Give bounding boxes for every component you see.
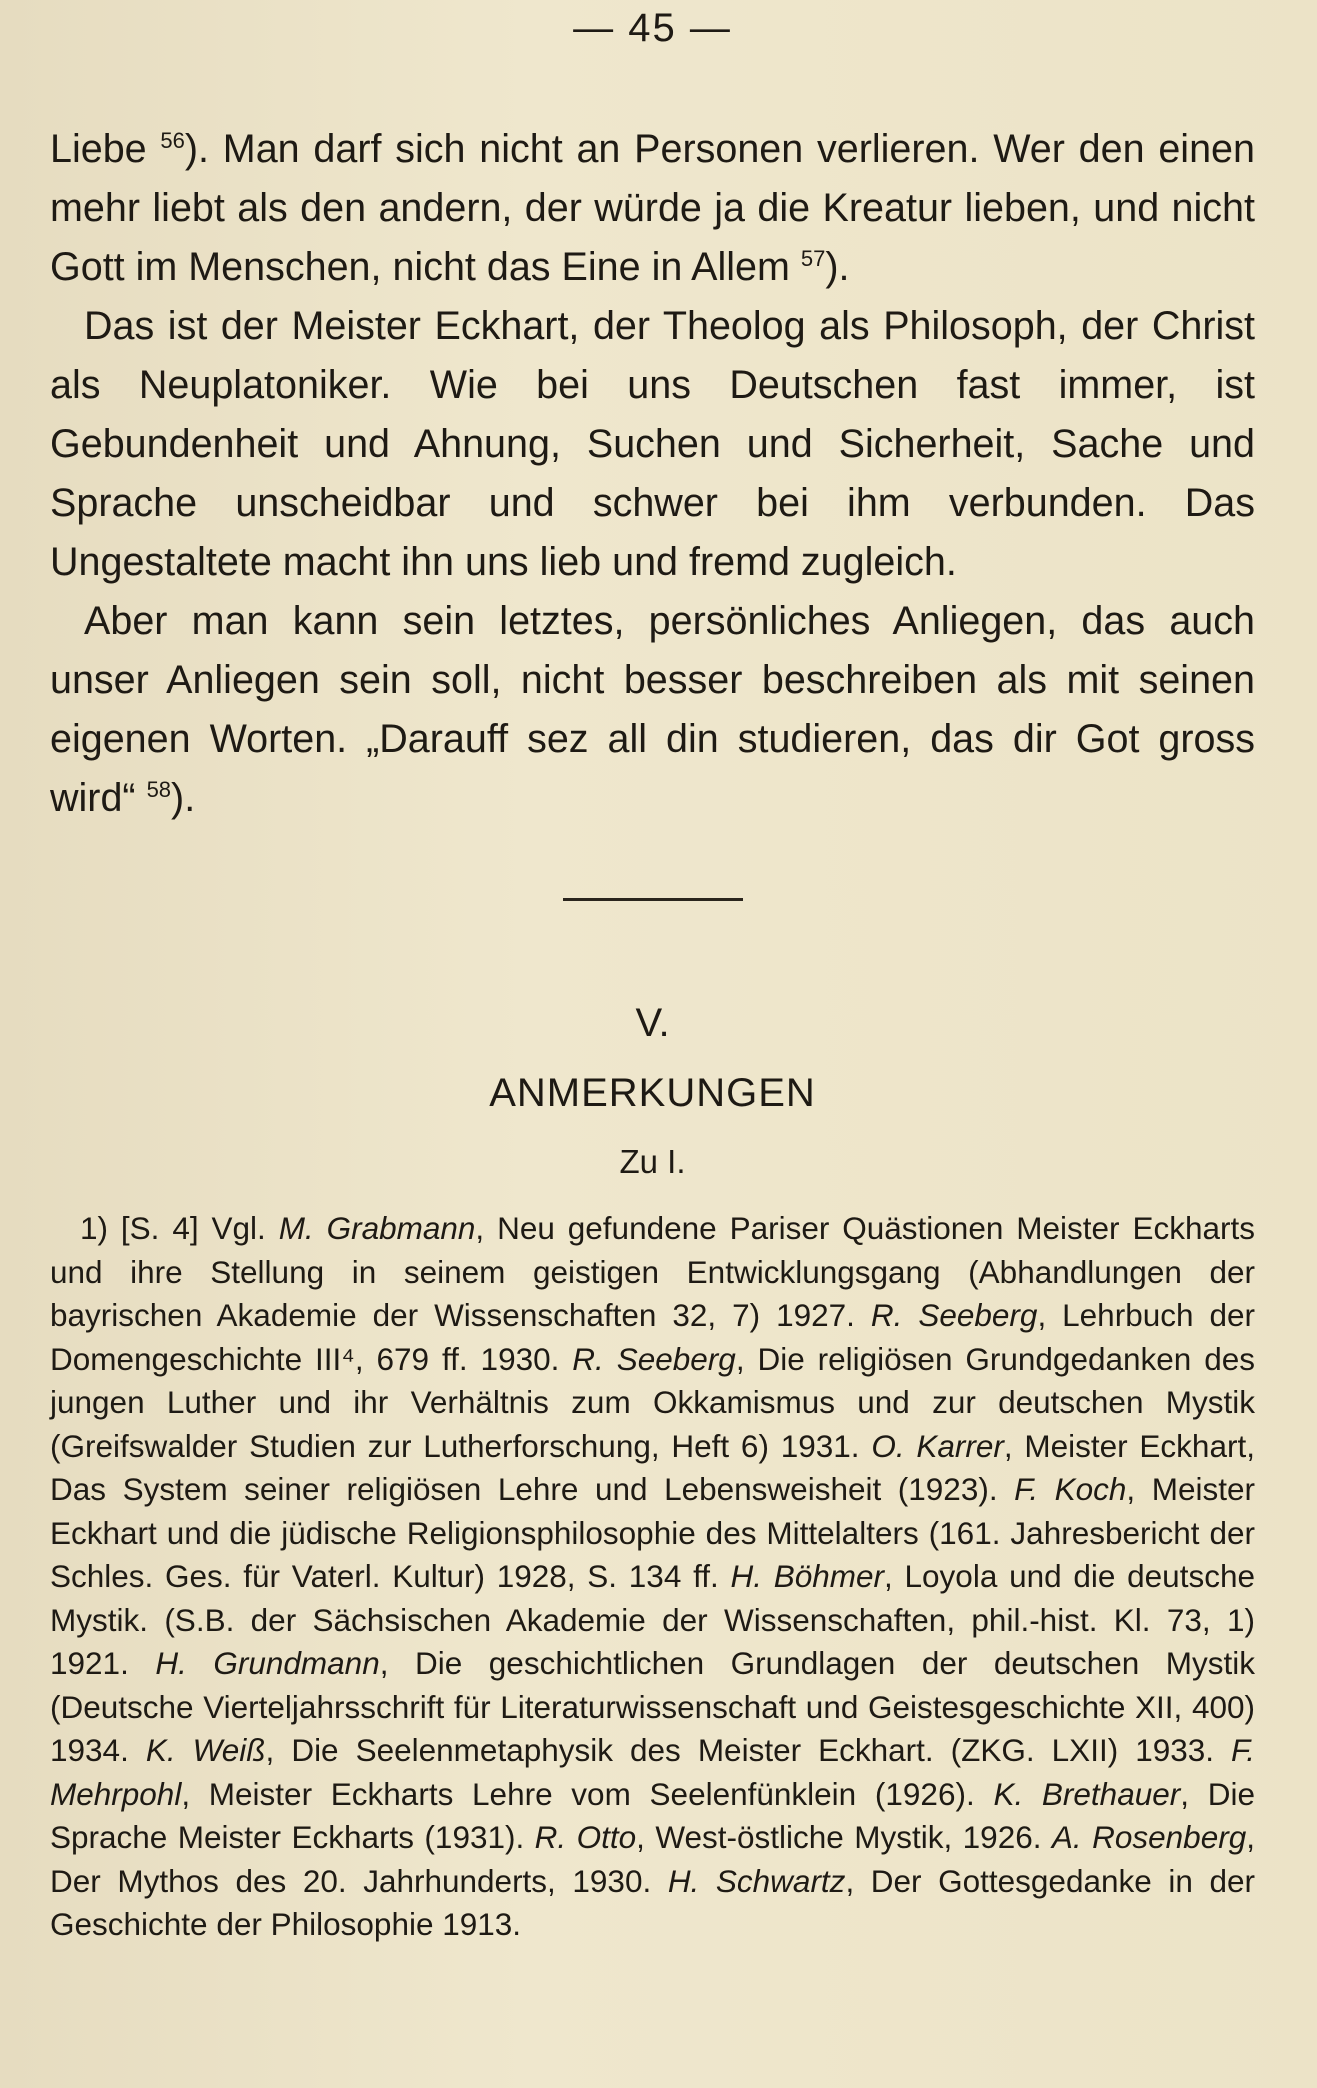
paragraph-1 bbox=[50, 120, 1255, 297]
section-divider bbox=[563, 898, 743, 901]
note-author-name: F. Koch bbox=[1014, 1471, 1127, 1507]
notes-section bbox=[50, 1207, 1255, 1947]
note-text-run: 1) [S. 4] Vgl. bbox=[80, 1210, 279, 1246]
note-author-name: R. Seeberg bbox=[572, 1340, 736, 1377]
note-author-name: F. Mehrpohl bbox=[50, 1732, 1255, 1812]
paragraph-1-text: ). Man darf sich nicht an Personen verlieren. Wer den einen mehr liebt als den andern, der würde ja die Kreatur lieben, und nicht Gott im Menschen, nicht das Eine in Allem bbox=[50, 127, 1255, 289]
paragraph-3-text: Aber man kann sein letztes, persönliches Anliegen, das auch unser Anliegen sein soll, nicht besser beschreiben als mit seinen eigenen Worten. „Darauff sez all din studieren, das dir Got gross wird“ bbox=[50, 599, 1255, 820]
note-text-run: , Neu gefundene Pariser Quästionen Meister Eckharts und ihre Stellung in seinem geistigen Entwicklungsgang (Abhandlungen der bayrischen Akademie der Wissenschaften 32, 7) 1927. bbox=[50, 1210, 1255, 1333]
body-text bbox=[50, 120, 1255, 828]
note-text-run: , Die religiösen Grundgedanken des jungen Luther und ihr Verhältnis zum Okkamismus und zur deutschen Mystik (Greifswalder Studien zur Lutherforschung, Heft 6) 1931. bbox=[50, 1340, 1256, 1464]
note-author-name: H. Böhmer bbox=[730, 1558, 885, 1594]
note-text-run: , Die Seelenmetaphysik des Meister Eckhart. (ZKG. LXII) 1933. bbox=[265, 1732, 1232, 1768]
note-text-run: , Lehrbuch der Domengeschichte III⁴, 679 ff. 1930. bbox=[50, 1297, 1255, 1377]
note-text-run: , Die Sprache Meister Eckharts (1931). bbox=[50, 1775, 1255, 1855]
note-text-run: , Der Gottesgedanke in der Geschichte der Philosophie 1913. bbox=[50, 1862, 1255, 1942]
note-1 bbox=[50, 1207, 1255, 1947]
note-author-name: H. Grundmann bbox=[155, 1645, 380, 1681]
note-author-name: M. Grabmann bbox=[278, 1210, 476, 1246]
note-text-run: , Meister Eckhart und die jüdische Religionsphilosophie des Mittelalters (161. Jahresbericht der Schles. Ges. für Vaterl. Kultur) 1928, S. 134 ff. bbox=[50, 1471, 1255, 1594]
note-author-name: K. Brethauer bbox=[993, 1775, 1181, 1812]
footnote-ref-56: 56 bbox=[160, 127, 185, 153]
footnote-ref-57: 57 bbox=[800, 245, 826, 271]
note-text-run: , Loyola und die deutsche Mystik. (S.B. der Sächsischen Akademie der Wissenschaften, phil.-hist. Kl. 73, 1) 1921. bbox=[50, 1558, 1255, 1681]
note-text-run: , Die geschichtlichen Grundlagen der deutschen Mystik (Deutsche Vierteljahrsschrift für Literaturwissenschaft und Geistesgeschichte XII, 400) 1934. bbox=[50, 1645, 1255, 1768]
note-author-name: H. Schwartz bbox=[667, 1862, 846, 1899]
note-text-run: , Der Mythos des 20. Jahrhunderts, 1930. bbox=[50, 1819, 1255, 1899]
paragraph-2: Das ist der Meister Eckhart, der Theolog als Philosoph, der Christ als Neuplatoniker. Wie bei uns Deutschen fast immer, ist Gebundenheit und Ahnung, Suchen und Sicherheit, Sache und Sprache unscheidbar und schwer bei ihm verbunden. Das Ungestaltete macht ihn uns lieb und fremd zugleich. bbox=[50, 304, 1255, 584]
paragraph-3 bbox=[50, 592, 1255, 828]
note-author-name: R. Otto bbox=[534, 1819, 637, 1855]
note-author-name: K. Weiß bbox=[145, 1732, 266, 1768]
note-text-run: , Meister Eckhart, Das System seiner religiösen Lehre und Lebensweisheit (1923). bbox=[50, 1427, 1255, 1507]
page-number: — 45 — bbox=[573, 6, 732, 50]
note-author-name: A. Rosenberg bbox=[1051, 1819, 1247, 1855]
footnote-ref-58: 58 bbox=[146, 776, 172, 802]
paragraph-1-start: Liebe bbox=[50, 127, 147, 171]
paragraph-3-end: ). bbox=[171, 776, 196, 820]
section-subtitle: Zu I. bbox=[619, 1143, 686, 1180]
paragraph-1-end: ). bbox=[825, 245, 850, 289]
note-author-name: R. Seeberg bbox=[870, 1297, 1038, 1333]
section-number: V. bbox=[635, 1001, 670, 1045]
note-text-run: , West-östliche Mystik, 1926. bbox=[636, 1819, 1052, 1855]
note-author-name: O. Karrer bbox=[871, 1427, 1004, 1464]
section-title: ANMERKUNGEN bbox=[489, 1071, 816, 1115]
note-text-run: , Meister Eckharts Lehre vom Seelenfünklein (1926). bbox=[181, 1775, 994, 1812]
